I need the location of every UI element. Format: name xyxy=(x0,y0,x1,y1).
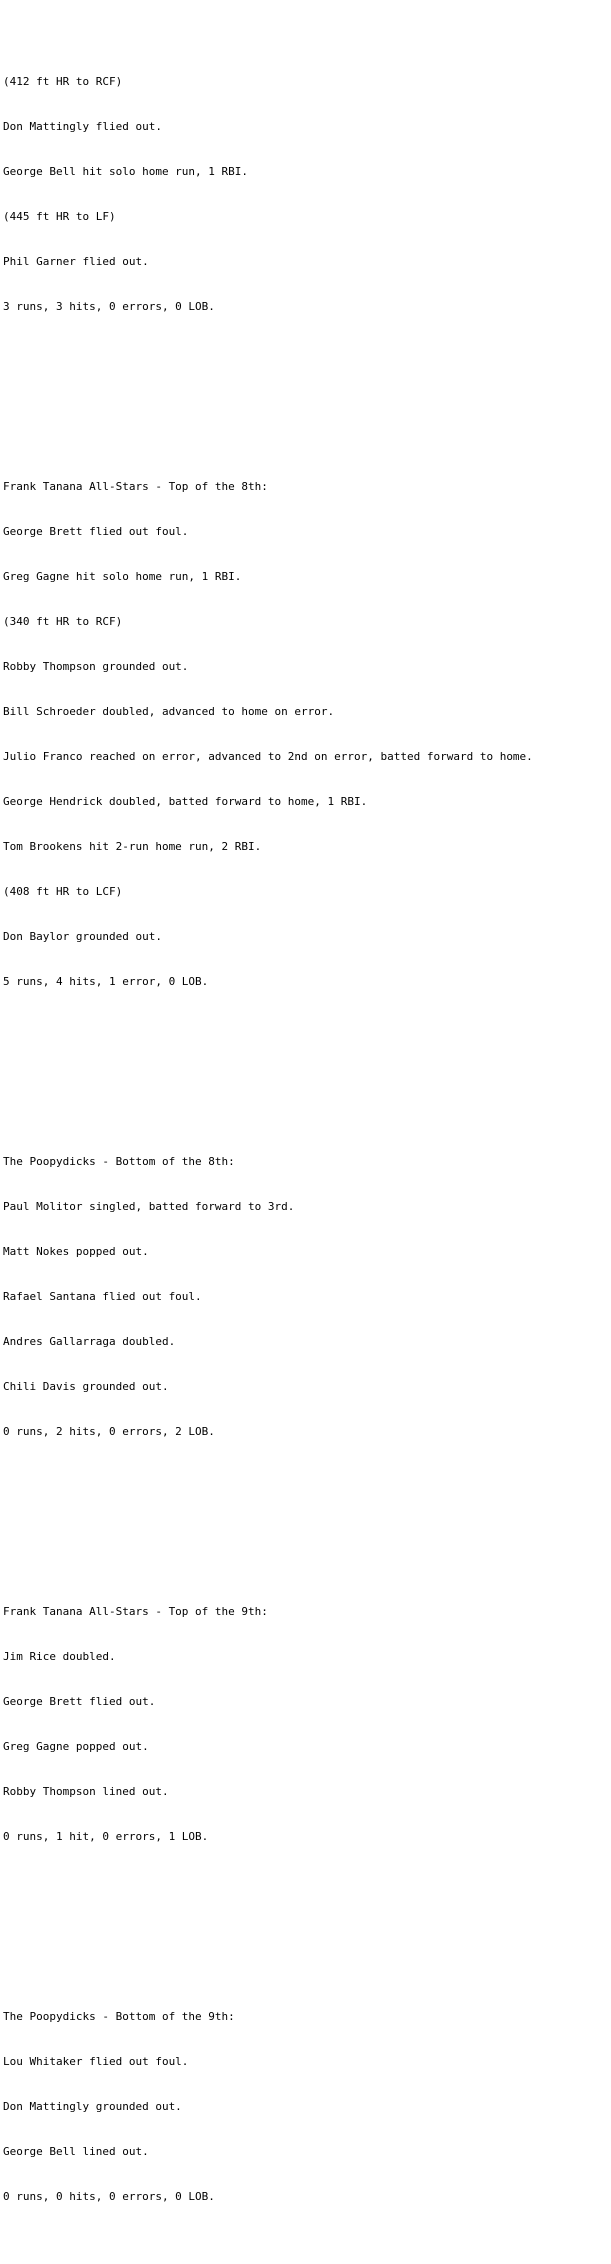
play-line: George Hendrick doubled, batted forward to home, 1 RBI. xyxy=(3,795,368,808)
play-line: Lou Whitaker flied out foul. xyxy=(3,2055,189,2068)
play-line: Bill Schroeder doubled, advanced to home on error. xyxy=(3,705,335,718)
play-line: Julio Franco reached on error, advanced to 2nd on error, batted forward to home. xyxy=(3,750,533,763)
inning-header: Frank Tanana All-Stars - Top of the 9th: xyxy=(3,1605,268,1618)
play-line: (445 ft HR to LF) xyxy=(3,210,116,223)
play-line: Greg Gagne popped out. xyxy=(3,1740,149,1753)
half-inning-bottom-8th xyxy=(3,1124,609,1469)
blank-line xyxy=(3,389,609,404)
inning-summary: 0 runs, 2 hits, 0 errors, 2 LOB. xyxy=(3,1425,215,1438)
play-line: Robby Thompson grounded out. xyxy=(3,660,189,673)
intro-section xyxy=(3,44,609,344)
play-line: Don Baylor grounded out. xyxy=(3,930,162,943)
play-line: George Bell lined out. xyxy=(3,2145,149,2158)
blank-line xyxy=(3,1064,609,1079)
play-line: Don Mattingly grounded out. xyxy=(3,2100,182,2113)
play-line: (340 ft HR to RCF) xyxy=(3,615,123,628)
play-line: (408 ft HR to LCF) xyxy=(3,885,123,898)
play-line: Jim Rice doubled. xyxy=(3,1650,116,1663)
inning-header: The Poopydicks - Bottom of the 8th: xyxy=(3,1155,235,1168)
play-line: George Brett flied out foul. xyxy=(3,525,189,538)
blank-line xyxy=(3,1514,609,1529)
half-inning-top-8th xyxy=(3,449,609,1019)
play-line: George Bell hit solo home run, 1 RBI. xyxy=(3,165,249,178)
inning-summary: 5 runs, 4 hits, 1 error, 0 LOB. xyxy=(3,975,209,988)
play-line: Phil Garner flied out. xyxy=(3,255,149,268)
game-log xyxy=(3,0,609,2264)
play-line: Rafael Santana flied out foul. xyxy=(3,1290,202,1303)
half-inning-bottom-9th xyxy=(3,1979,609,2234)
inning-summary: 0 runs, 0 hits, 0 errors, 0 LOB. xyxy=(3,2190,215,2203)
play-line: Paul Molitor singled, batted forward to 3rd. xyxy=(3,1200,295,1213)
play-line: Greg Gagne hit solo home run, 1 RBI. xyxy=(3,570,242,583)
play-line: Don Mattingly flied out. xyxy=(3,120,162,133)
inning-header: The Poopydicks - Bottom of the 9th: xyxy=(3,2010,235,2023)
play-line: Tom Brookens hit 2-run home run, 2 RBI. xyxy=(3,840,262,853)
play-line: Matt Nokes popped out. xyxy=(3,1245,149,1258)
play-line: Andres Gallarraga doubled. xyxy=(3,1335,176,1348)
play-line: Robby Thompson lined out. xyxy=(3,1785,169,1798)
inning-summary: 0 runs, 1 hit, 0 errors, 1 LOB. xyxy=(3,1830,209,1843)
play-line: George Brett flied out. xyxy=(3,1695,156,1708)
inning-header: Frank Tanana All-Stars - Top of the 8th: xyxy=(3,480,268,493)
half-inning-top-9th xyxy=(3,1574,609,1874)
blank-line xyxy=(3,1919,609,1934)
play-line: Chili Davis grounded out. xyxy=(3,1380,169,1393)
play-line: (412 ft HR to RCF) xyxy=(3,75,123,88)
inning-summary: 3 runs, 3 hits, 0 errors, 0 LOB. xyxy=(3,300,215,313)
